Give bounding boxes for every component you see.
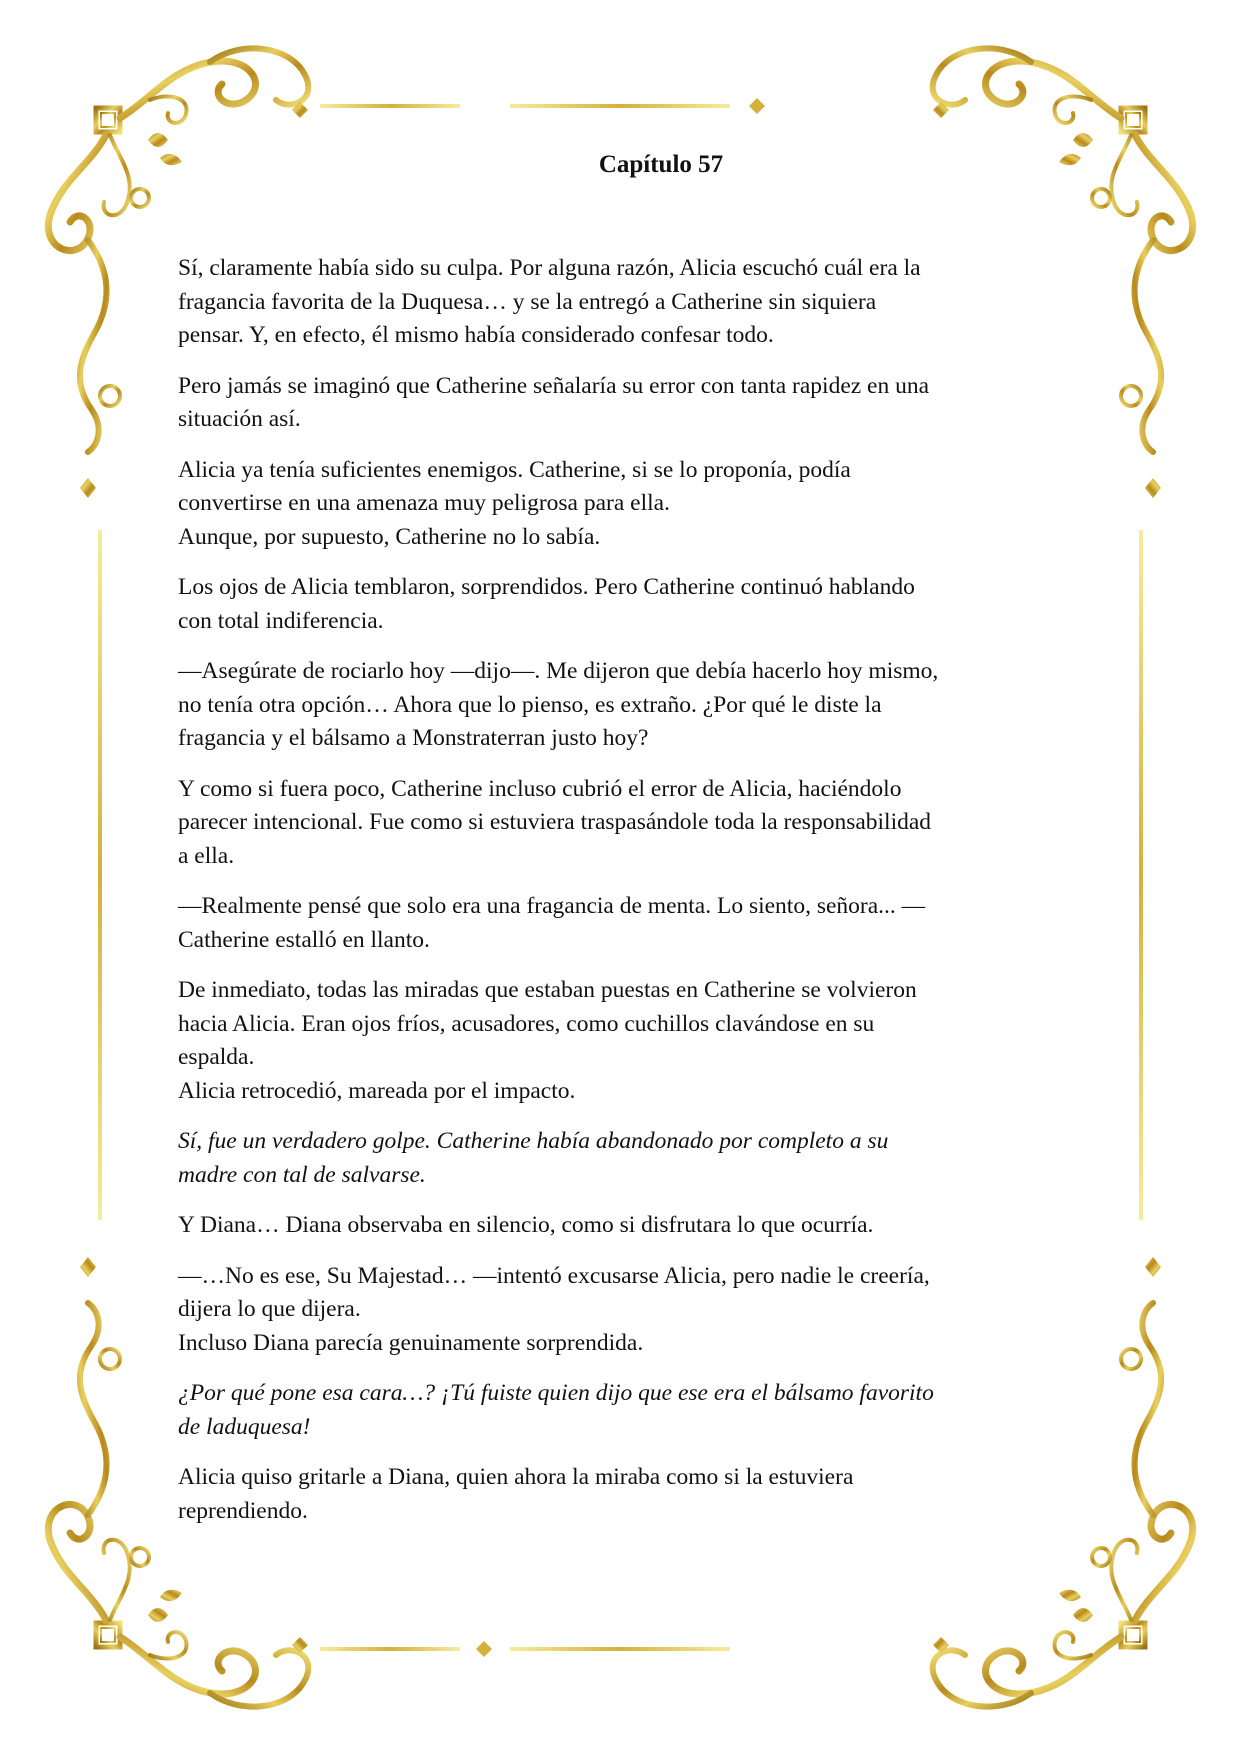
- paragraph-line: Alicia quiso gritarle a Diana, quien ahora la miraba como si la estuviera: [178, 1464, 854, 1490]
- paragraph-line: Sí, fue un verdadero golpe. Catherine había abandonado por completo a su: [178, 1128, 889, 1154]
- paragraph-line: fragancia y el bálsamo a Monstraterran justo hoy?: [178, 725, 649, 751]
- paragraph: [178, 454, 1078, 555]
- paragraph: [178, 655, 1078, 756]
- paragraph-line: con total indiferencia.: [178, 607, 384, 634]
- paragraph: [178, 1461, 1078, 1528]
- paragraph-line: Y como si fuera poco, Catherine incluso cubrió el error de Alicia, haciéndolo: [178, 775, 902, 802]
- paragraph-line: espalda.: [178, 1044, 255, 1070]
- paragraph: [178, 370, 1078, 437]
- paragraph-line: Alicia ya tenía suficientes enemigos. Catherine, si se lo proponía, podía: [178, 456, 851, 483]
- paragraph-line: Catherine estalló en llanto.: [178, 926, 430, 953]
- paragraph-line: Los ojos de Alicia temblaron, sorprendidos. Pero Catherine continuó hablando: [178, 574, 915, 600]
- paragraph: [178, 773, 1078, 874]
- paragraph-line: De inmediato, todas las miradas que estaban puestas en Catherine se volvieron: [178, 977, 917, 1003]
- paragraph-line: situación así.: [178, 406, 301, 432]
- paragraph-line: no tenía otra opción… Ahora que lo pienso, es extraño. ¿Por qué le diste la: [178, 691, 882, 718]
- paragraph: [178, 1209, 1078, 1243]
- paragraph-line: dijera lo que dijera.: [178, 1296, 361, 1322]
- paragraph-line: a ella.: [178, 842, 235, 869]
- paragraph-line: de laduquesa!: [178, 1413, 311, 1440]
- paragraph-line: fragancia favorita de la Duquesa… y se la entregó a Catherine sin siquiera: [178, 288, 877, 315]
- paragraph-line: parecer intencional. Fue como si estuviera traspasándole toda la responsabilidad: [178, 809, 932, 835]
- paragraph-line: hacia Alicia. Eran ojos fríos, acusadores, como cuchillos clavándose en su: [178, 1010, 875, 1037]
- paragraph-line: madre con tal de salvarse.: [178, 1161, 426, 1188]
- paragraph-line: —Realmente pensé que solo era una fragancia de menta. Lo siento, señora... —: [178, 893, 926, 919]
- paragraph: [178, 890, 1078, 957]
- chapter-title: Capítulo 57: [598, 151, 724, 178]
- paragraph-line: Y Diana… Diana observaba en silencio, como si disfrutara lo que ocurría.: [178, 1212, 874, 1238]
- paragraph: [178, 1125, 1078, 1192]
- chapter-content: [178, 148, 1078, 1545]
- paragraph: [178, 571, 1078, 638]
- paragraph: [178, 252, 1078, 353]
- paragraph-line: pensar. Y, en efecto, él mismo había considerado confesar todo.: [178, 322, 774, 348]
- paragraph-line: ¿Por qué pone esa cara…? ¡Tú fuiste quien dijo que ese era el bálsamo favorito: [178, 1380, 934, 1406]
- paragraph-line: reprendiendo.: [178, 1497, 308, 1524]
- paragraph-line: Sí, claramente había sido su culpa. Por alguna razón, Alicia escuchó cuál era la: [178, 255, 921, 281]
- paragraphs: [178, 252, 1078, 1528]
- paragraph-line: Alicia retrocedió, mareada por el impacto.: [178, 1077, 576, 1104]
- paragraph-line: —Asegúrate de rociarlo hoy —dijo—. Me dijeron que debía hacerlo hoy mismo,: [178, 658, 939, 684]
- paragraph-line: —…No es ese, Su Majestad… —intentó excusarse Alicia, pero nadie le creería,: [178, 1262, 930, 1289]
- paragraph: [178, 974, 1078, 1108]
- paragraph: [178, 1260, 1078, 1361]
- paragraph-line: Aunque, por supuesto, Catherine no lo sabía.: [178, 523, 601, 550]
- paragraph-line: convertirse en una amenaza muy peligrosa para ella.: [178, 490, 670, 516]
- paragraph: [178, 1377, 1078, 1444]
- paragraph-line: Pero jamás se imaginó que Catherine señalaría su error con tanta rapidez en una: [178, 372, 930, 399]
- paragraph-line: Incluso Diana parecía genuinamente sorprendida.: [178, 1329, 644, 1356]
